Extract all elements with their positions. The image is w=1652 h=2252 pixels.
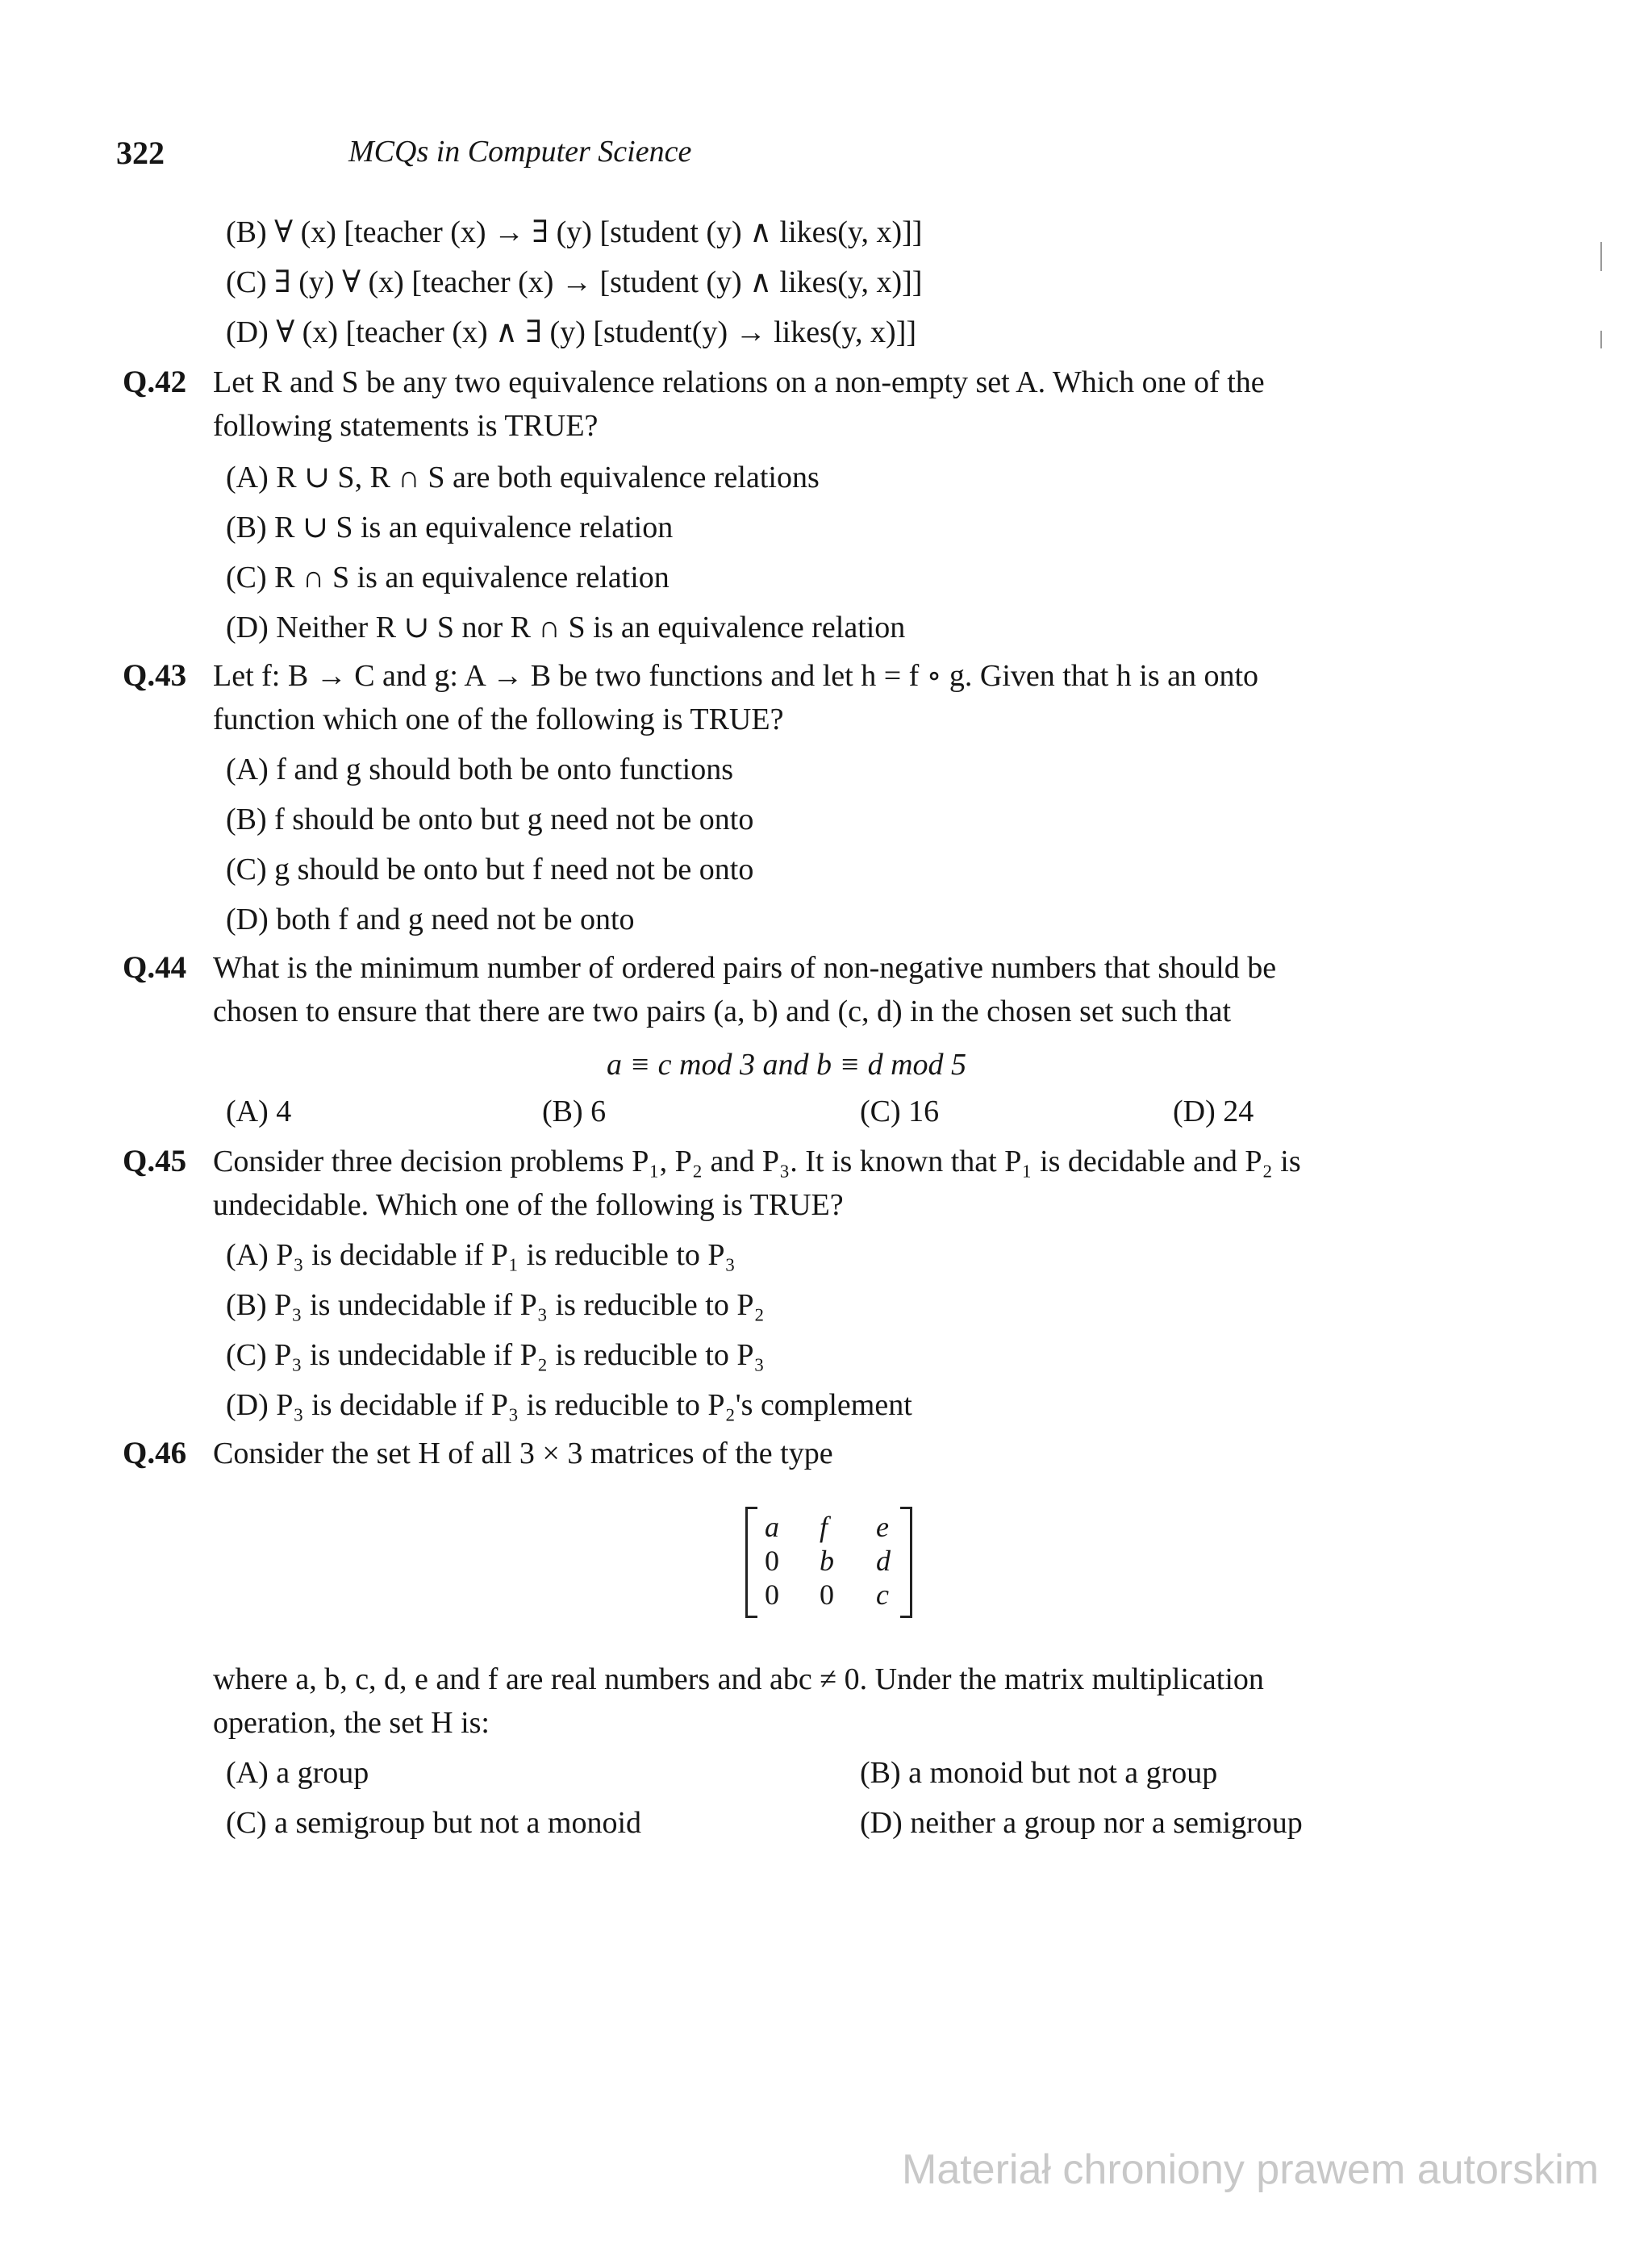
q43-number: Q.43 — [123, 658, 187, 693]
q46-line-2: operation, the set H is: — [213, 1706, 490, 1740]
matrix-cell: d — [876, 1545, 891, 1577]
q42-option-c: (C) R ∩ S is an equivalence relation — [226, 561, 670, 594]
q45-option-c: (C) P₃ is undecidable if P₂ is reducible to P₃ — [226, 1338, 765, 1372]
q43-option-d: (D) both f and g need not be onto — [226, 903, 635, 936]
q42-option-b: (B) R ∪ S is an equivalence relation — [226, 511, 674, 544]
q42-line-1: Let R and S be any two equivalence relations on a non-empty set A. Which one of the — [213, 365, 1265, 399]
matrix-left-bracket — [745, 1507, 757, 1618]
q43-option-a: (A) f and g should both be onto functions — [226, 753, 734, 786]
q44-formula: a ≡ c mod 3 and b ≡ d mod 5 — [607, 1048, 967, 1082]
matrix-right-bracket — [900, 1507, 912, 1618]
matrix-cell: 0 — [765, 1578, 779, 1611]
book-title: MCQs in Computer Science — [348, 135, 692, 169]
q44-option-a: (A) 4 — [226, 1095, 292, 1128]
page-number: 322 — [116, 135, 165, 171]
q45-line-1: Consider three decision problems P₁, P₂ and P₃. It is known that P₁ is decidable and P₂ is — [213, 1145, 1301, 1178]
q41-option-c: (C) ∃ (y) ∀ (x) [teacher (x) → [student (y) ∧ likes(y, x)]] — [226, 265, 923, 299]
q44-option-d: (D) 24 — [1173, 1095, 1254, 1128]
q46-option-d: (D) neither a group nor a semigroup — [860, 1806, 1303, 1840]
scan-mark — [1600, 331, 1602, 348]
q45-option-a: (A) P₃ is decidable if P₁ is reducible to P₃ — [226, 1238, 736, 1272]
q44-option-b: (B) 6 — [542, 1095, 607, 1128]
q43-line-1: Let f: B → C and g: A → B be two functions and let h = f ∘ g. Given that h is an onto — [213, 659, 1259, 693]
q46-option-c: (C) a semigroup but not a monoid — [226, 1806, 642, 1840]
q46-option-a: (A) a group — [226, 1756, 369, 1790]
matrix-cell: b — [820, 1545, 834, 1577]
q44-line-1: What is the minimum number of ordered pairs of non-negative numbers that should be — [213, 951, 1277, 985]
matrix-cell: c — [876, 1578, 889, 1611]
q46-option-b: (B) a monoid but not a group — [860, 1756, 1218, 1790]
q45-option-b: (B) P₃ is undecidable if P₃ is reducible to P₂ — [226, 1288, 765, 1322]
q43-option-c: (C) g should be onto but f need not be onto — [226, 853, 754, 886]
q41-option-b: (B) ∀ (x) [teacher (x) → ∃ (y) [student (y) ∧ likes(y, x)]] — [226, 215, 923, 249]
matrix-cell: e — [876, 1511, 889, 1543]
q44-number: Q.44 — [123, 950, 187, 985]
q42-option-d: (D) Neither R ∪ S nor R ∩ S is an equivalence relation — [226, 611, 906, 644]
scan-mark — [1600, 242, 1602, 271]
q45-number: Q.45 — [123, 1144, 187, 1178]
matrix-cell: 0 — [820, 1578, 834, 1611]
q41-option-d: (D) ∀ (x) [teacher (x) ∧ ∃ (y) [student(y) → likes(y, x)]] — [226, 315, 917, 349]
q42-number: Q.42 — [123, 365, 187, 399]
copyright-watermark: Materiał chroniony prawem autorskim — [902, 2146, 1600, 2193]
q45-option-d: (D) P₃ is decidable if P₃ is reducible to P₂'s complement — [226, 1388, 912, 1422]
q43-option-b: (B) f should be onto but g need not be onto — [226, 803, 754, 836]
q42-option-a: (A) R ∪ S, R ∩ S are both equivalence relations — [226, 461, 820, 494]
q46-number: Q.46 — [123, 1436, 187, 1470]
q43-line-2: function which one of the following is TRUE? — [213, 703, 784, 736]
q44-line-2: chosen to ensure that there are two pairs (a, b) and (c, d) in the chosen set such that — [213, 995, 1231, 1028]
matrix-cell: a — [765, 1511, 779, 1543]
matrix-cell: 0 — [765, 1545, 779, 1577]
q44-option-c: (C) 16 — [860, 1095, 940, 1128]
q42-line-2: following statements is TRUE? — [213, 409, 599, 443]
q45-line-2: undecidable. Which one of the following is TRUE? — [213, 1188, 844, 1222]
matrix-cell: f — [820, 1511, 828, 1543]
q46-intro: Consider the set H of all 3 × 3 matrices of the type — [213, 1437, 833, 1470]
q46-line-1: where a, b, c, d, e and f are real numbers and abc ≠ 0. Under the matrix multiplication — [213, 1662, 1264, 1696]
